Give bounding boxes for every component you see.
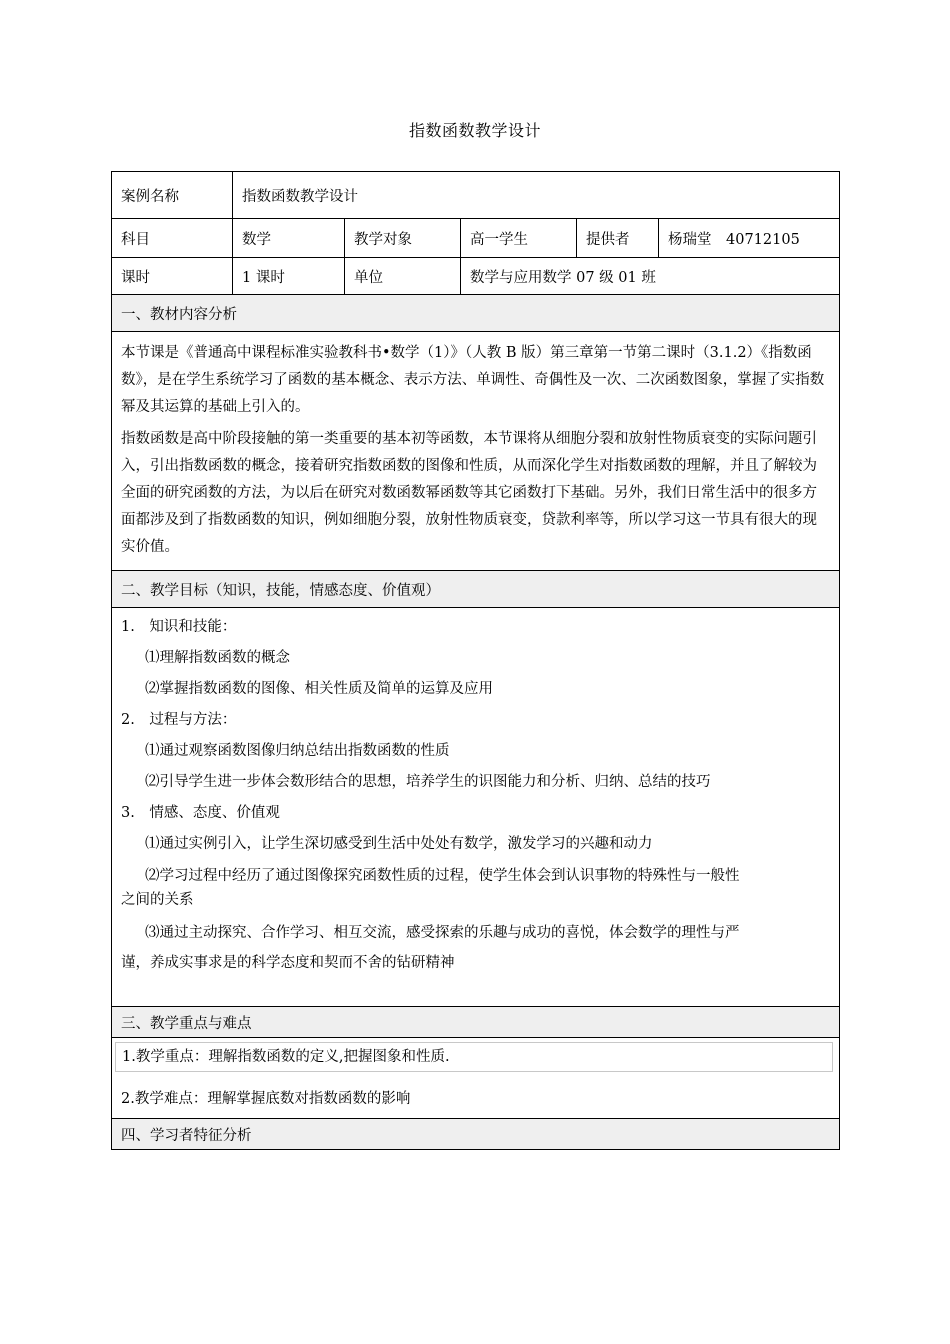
case-name-row: [112, 172, 840, 219]
case-name-value: 指数函数教学设计: [233, 172, 840, 219]
document-title: 指数函数教学设计: [408, 121, 541, 140]
section1-paragraph-2: 指数函数是高中阶段接触的第一类重要的基本初等函数，本节课将从细胞分裂和放射性物质衰变的实际问题引入，引出指数函数的概念，接着研究指数函数的图像和性质，从而深化学生对指数函数的理解，并且了解较为全面的研究函数的方法，为以后在研究对数函数幂函数等其它函数打下基础。另外，我们日常生活中的很多方面都涉及到了指数函数的知识，例如细胞分裂，放射性物质衰变，贷款利率等，所以学习这一节具有很大的现实价值。: [121, 431, 817, 555]
section2-body: [121, 608, 830, 1006]
goal-2a: ⑴通过观察函数图像归纳总结出指数函数的性质: [145, 743, 450, 759]
section3-content-row: [112, 1038, 840, 1119]
difficulty-point: 2.教学难点：理解掌握底数对指数函数的影响: [121, 1091, 411, 1107]
goal-3b-line1: ⑵学习过程中经历了通过图像探究函数性质的过程，使学生体会到认识事物的特殊性与一般性: [145, 868, 740, 884]
goal-3c-line1: ⑶通过主动探究、合作学习、相互交流，感受探索的乐趣与成功的喜悦，体会数学的理性与严: [145, 925, 740, 941]
section3-heading: 三、教学重点与难点: [112, 1007, 840, 1038]
section1-body: [121, 332, 830, 570]
goal-1a: ⑴理解指数函数的概念: [145, 650, 290, 666]
provider-value: 杨瑞堂 40712105: [659, 219, 840, 258]
section1-header-row: [112, 295, 840, 332]
goal-3a: ⑴通过实例引入，让学生深切感受到生活中处处有数学，激发学习的兴趣和动力: [145, 836, 653, 852]
section2-content-row: [112, 608, 840, 1007]
goal-3c-line2: 谨，养成实事求是的科学态度和契而不舍的钻研精神: [121, 955, 455, 971]
goal-1b: ⑵掌握指数函数的图像、相关性质及简单的运算及应用: [145, 681, 493, 697]
section2-heading: 二、教学目标（知识，技能，情感态度、价值观）: [112, 571, 840, 608]
hours-value: 1 课时: [233, 258, 345, 295]
key-point: 1.教学重点：理解指数函数的定义,把握图象和性质.: [115, 1042, 833, 1072]
subject-row: [112, 219, 840, 258]
section4-heading: 四、学习者特征分析: [112, 1119, 840, 1150]
section1-content-row: [112, 332, 840, 571]
goal-2b: ⑵引导学生进一步体会数形结合的思想，培养学生的识图能力和分析、归纳、总结的技巧: [145, 774, 711, 790]
goal-2: 2. 过程与方法：: [121, 712, 237, 728]
case-name-label: 案例名称: [112, 172, 233, 219]
goal-3b-line2: 之间的关系: [121, 892, 194, 908]
section3-header-row: [112, 1007, 840, 1038]
lesson-plan-table: [111, 171, 840, 1150]
unit-value: 数学与应用数学 07 级 01 班: [461, 258, 840, 295]
goal-1: 1. 知识和技能：: [121, 619, 237, 635]
unit-label: 单位: [345, 258, 461, 295]
audience-value: 高一学生: [461, 219, 577, 258]
section2-header-row: [112, 571, 840, 608]
section1-heading: 一、教材内容分析: [112, 295, 840, 332]
provider-label: 提供者: [577, 219, 659, 258]
subject-label: 科目: [112, 219, 233, 258]
audience-label: 教学对象: [345, 219, 461, 258]
section1-paragraph-1: 本节课是《普通高中课程标准实验教科书•数学（1）》（人教 B 版）第三章第一节第二课时（3.1.2）《指数函数》，是在学生系统学习了函数的基本概念、表示方法、单调性、奇偶性及一次、二次函数图象，掌握了实指数幂及其运算的基础上引入的。: [121, 345, 825, 415]
subject-value: 数学: [233, 219, 345, 258]
hours-row: [112, 258, 840, 295]
section4-header-row: [112, 1119, 840, 1150]
hours-label: 课时: [112, 258, 233, 295]
goal-3: 3. 情感、态度、价值观: [121, 805, 280, 821]
